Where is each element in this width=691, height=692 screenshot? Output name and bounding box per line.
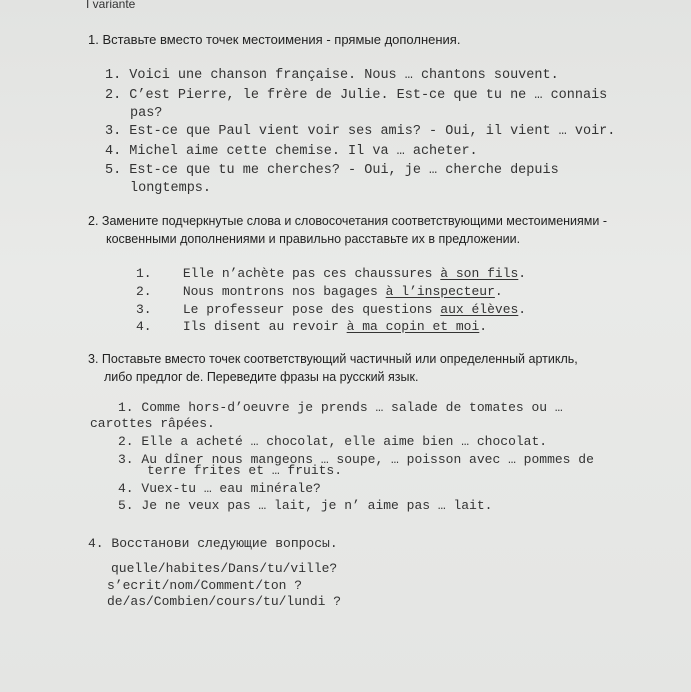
task-4-item-3: de/as/Combien/cours/tu/lundi ? [107, 594, 342, 609]
task-2-title-line-2: косвенными дополнениями и правильно расставьте их в предложении. [106, 232, 521, 246]
task-3-item-2: 2. Elle a acheté … chocolat, elle aime bien … chocolat. [118, 434, 548, 449]
item-end: . [494, 284, 503, 299]
task-2-item-1 [136, 266, 526, 281]
task-1-item-2: 2. C’est Pierre, le frère de Julie. Est-ce que tu ne … connais [105, 88, 608, 103]
task-4-title: 4. Восстанови следующие вопросы. [88, 536, 338, 551]
item-end: . [518, 302, 527, 317]
item-text: Nous montrons nos bagages [182, 284, 386, 299]
task-1-title: 1. Вставьте вместо точек местоимения - прямые дополнения. [88, 32, 461, 47]
task-2-title-line-1: 2. Замените подчеркнутые слова и словосочетания соответствующими местоимениями - [88, 214, 608, 228]
task-3-item-1: 1. Comme hors-d’oeuvre je prends … salade de tomates ou … [118, 400, 563, 415]
task-2-item-4 [136, 319, 487, 334]
item-text: Ils disent au revoir [182, 319, 347, 334]
task-3-item-3: 3. Au dîner nous mangeons … soupe, … poisson avec … pommes de [118, 452, 594, 467]
item-number: 3. [136, 302, 152, 317]
task-2-item-3 [136, 302, 526, 317]
task-3-item-1-cont: carottes râpées. [90, 416, 215, 431]
task-2-item-2 [136, 284, 503, 299]
item-end: . [518, 266, 527, 281]
item-number: 1. [136, 266, 152, 281]
task-4-item-1: quelle/habites/Dans/tu/ville? [111, 561, 338, 576]
underlined-phrase: aux élèves [440, 302, 519, 317]
task-1-item-4: 4. Michel aime cette chemise. Il va … acheter. [105, 144, 478, 159]
task-1-item-1: 1. Voici une chanson française. Nous … chantons souvent. [105, 68, 559, 83]
task-3-title-line-1: 3. Поставьте вместо точек соответствующий частичный или определенный артикль, [88, 352, 578, 366]
task-1-item-5: 5. Est-ce que tu me cherches? - Oui, je … cherche depuis [105, 163, 559, 178]
task-1-item-2-cont: pas? [130, 106, 163, 121]
task-3-item-3-cont: terre frites et … fruits. [147, 463, 343, 478]
item-text: Le professeur pose des questions [182, 302, 441, 317]
task-3-item-5: 5. Je ne veux pas … lait, je n’ aime pas … lait. [118, 498, 493, 513]
item-number: 2. [136, 284, 152, 299]
item-text: Elle n’achète pas ces chaussures [182, 266, 441, 281]
task-4-item-2: s’ecrit/nom/Comment/ton ? [107, 578, 303, 593]
task-1-item-5-cont: longtemps. [130, 181, 212, 196]
task-3-title-line-2: либо предлог de. Переведите фразы на русский язык. [104, 370, 419, 384]
variant-label: I variante [86, 0, 136, 11]
task-3-item-4: 4. Vuex-tu … eau minérale? [118, 481, 321, 496]
task-1-item-3: 3. Est-ce que Paul vient voir ses amis? - Oui, il vient … voir. [105, 124, 616, 139]
underlined-phrase: à l’inspecteur [385, 284, 495, 299]
item-number: 4. [136, 319, 152, 334]
underlined-phrase: à son fils [440, 266, 519, 281]
item-end: . [479, 319, 488, 334]
underlined-phrase: à ma copin et moi [346, 319, 480, 334]
